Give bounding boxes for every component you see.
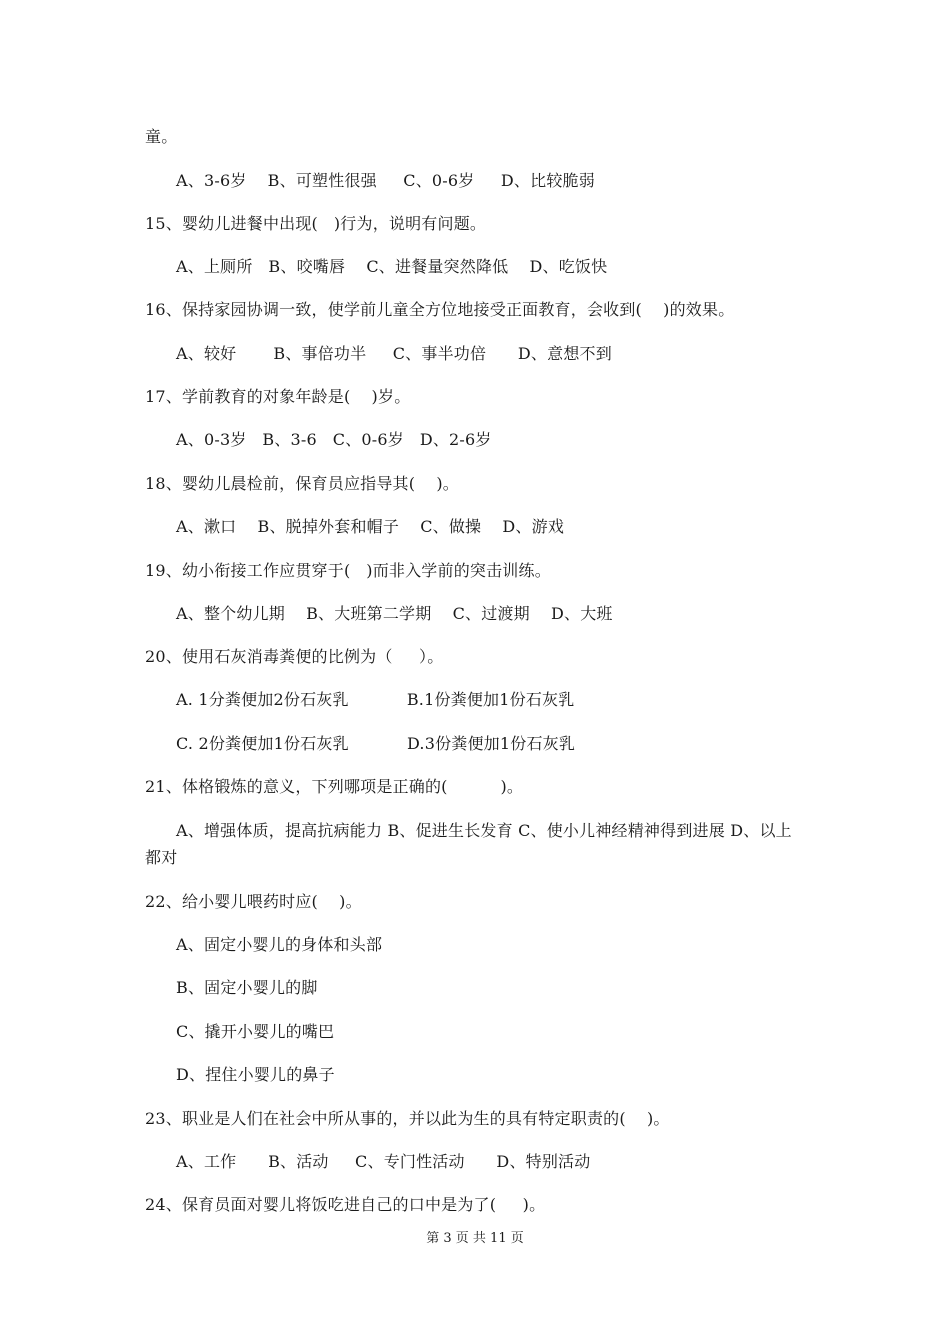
question-16: 16、保持家园协调一致，使学前儿童全方位地接受正面教育，会收到( )的效果。 xyxy=(145,300,735,319)
question-14-options: A、3-6岁 B、可塑性很强 C、0-6岁 D、比较脆弱 xyxy=(176,171,595,190)
question-15: 15、婴幼儿进餐中出现( )行为，说明有问题。 xyxy=(145,214,487,233)
question-20-options-cd: C. 2份粪便加1份石灰乳 D.3份粪便加1份石灰乳 xyxy=(176,734,576,753)
question-18-options: A、漱口 B、脱掉外套和帽子 C、做操 D、游戏 xyxy=(176,517,565,536)
question-23-options: A、工作 B、活动 C、专门性活动 D、特别活动 xyxy=(176,1152,591,1171)
question-17-options: A、0-3岁 B、3-6 C、0-6岁 D、2-6岁 xyxy=(176,430,492,449)
page-number-footer: 第 3 页 共 11 页 xyxy=(426,1231,524,1246)
question-21-options: A、增强体质，提高抗病能力 B、促进生长发育 C、使小儿神经精神得到进展 D、以上 xyxy=(176,821,792,840)
question-18: 18、婴幼儿晨检前，保育员应指导其( )。 xyxy=(145,474,459,493)
question-19: 19、幼小衔接工作应贯穿于( )而非入学前的突击训练。 xyxy=(145,561,551,580)
question-22-option-b: B、固定小婴儿的脚 xyxy=(176,978,318,997)
question-20-options-ab: A. 1分粪便加2份石灰乳 B.1份粪便加1份石灰乳 xyxy=(176,690,575,709)
question-23: 23、职业是人们在社会中所从事的，并以此为生的具有特定职责的( )。 xyxy=(145,1109,670,1128)
question-21-options-cont: 都对 xyxy=(145,848,178,867)
question-22-option-a: A、固定小婴儿的身体和头部 xyxy=(176,935,383,954)
question-17: 17、学前教育的对象年龄是( )岁。 xyxy=(145,387,411,406)
question-15-options: A、上厕所 B、咬嘴唇 C、进餐量突然降低 D、吃饭快 xyxy=(176,257,608,276)
question-22-option-c: C、撬开小婴儿的嘴巴 xyxy=(176,1022,335,1041)
continuation-text: 童。 xyxy=(145,127,178,146)
question-21: 21、体格锻炼的意义，下列哪项是正确的( )。 xyxy=(145,777,524,796)
question-20: 20、使用石灰消毒粪便的比例为（ ）。 xyxy=(145,647,444,666)
question-22-option-d: D、捏住小婴儿的鼻子 xyxy=(176,1065,335,1084)
question-24: 24、保育员面对婴儿将饭吃进自己的口中是为了( )。 xyxy=(145,1195,546,1214)
question-16-options: A、较好 B、事倍功半 C、事半功倍 D、意想不到 xyxy=(176,344,612,363)
question-19-options: A、整个幼儿期 B、大班第二学期 C、过渡期 D、大班 xyxy=(176,604,613,623)
question-22: 22、给小婴儿喂药时应( )。 xyxy=(145,892,362,911)
